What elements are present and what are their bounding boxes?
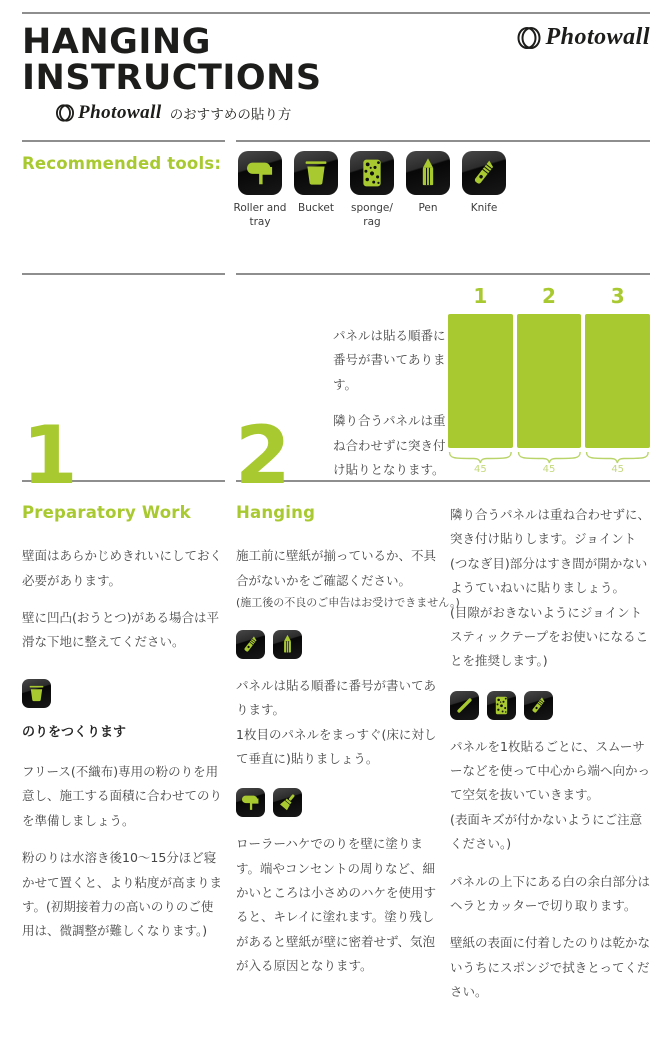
tools-divider — [22, 273, 650, 275]
panel-diagram — [448, 284, 650, 475]
paragraph: 隣り合うパネルは重ね合わせずに、突き付け貼りします。ジョイント(つなぎ目)部分はすき間が開かないようていねいに貼りましょう。 — [450, 507, 651, 596]
paragraph: 壁紙の表面に付着したのりは乾かないうちにスポンジで拭きとってください。 — [450, 935, 651, 1000]
tool-label: Pen — [418, 202, 438, 215]
bucket-icon — [22, 679, 51, 708]
brush-icon — [273, 788, 302, 817]
panel-number: 3 — [610, 284, 625, 309]
knife-icon — [524, 691, 553, 720]
step-1-number: 1 — [22, 408, 76, 502]
step-2-heading: Hanging — [236, 503, 316, 523]
panel-note-1: パネルは貼る順番に番号が書いてあります。 — [333, 328, 446, 392]
panel-strips — [448, 314, 650, 448]
recommended-tools-section — [22, 151, 650, 247]
pen-icon — [409, 154, 447, 192]
paragraph: パネルを1枚貼るごとに、スムーサーなどを使って中心から端へ向かって空気を抜いていきます。 — [450, 738, 651, 803]
panel-strip — [517, 314, 582, 448]
paragraph: 施工前に壁紙が揃っているか、不具合がないかをご確認ください。 — [236, 548, 437, 588]
paste-tools-icons — [236, 788, 439, 817]
tools-heading-cell — [22, 151, 236, 247]
subtitle-row — [55, 102, 650, 124]
step-1-heading: Preparatory Work — [22, 503, 191, 523]
panel-size-label: 45 — [611, 464, 625, 476]
tool-label: Bucket — [298, 202, 334, 215]
panel-number: 1 — [473, 284, 488, 309]
brace-icon — [585, 451, 650, 464]
photowall-o-icon — [516, 25, 542, 51]
finishing-tools-icons — [450, 691, 650, 720]
bucket-icon — [297, 154, 335, 192]
panel-note-2: 隣り合うパネルは重ね合わせずに突き付け貼りとなります。 — [333, 413, 446, 477]
panel-size-label: 45 — [542, 464, 556, 476]
overview-section — [22, 284, 650, 502]
paragraph: 1枚目のパネルをまっすぐ(床に対して垂直に)貼りましょう。 — [236, 726, 437, 766]
photowall-logo-text: Photowall — [78, 102, 162, 124]
smoother-icon — [450, 691, 479, 720]
roller-and-tray-icon — [241, 154, 279, 192]
panel-strip — [585, 314, 650, 448]
step-2-number: 2 — [235, 408, 289, 502]
steps-body — [22, 482, 650, 1017]
panel-number: 2 — [542, 284, 556, 309]
sponge-icon — [487, 691, 516, 720]
roller-icon — [236, 788, 265, 817]
tools-list — [233, 151, 508, 247]
paragraph: ローラーハケでのりを壁に塗ります。端やコンセントの周りなど、細かいところは小さめのハケを使用すると、キレイに塗れます。塗り残しがあると壁紙が壁に密着せず、気泡が入る原因となります。 — [236, 836, 437, 974]
hanging-section — [236, 482, 650, 1017]
page-title-line1: HANGING — [22, 22, 211, 62]
photowall-logo-small — [55, 102, 162, 124]
page-title-line2: INSTRUCTIONS — [22, 58, 322, 99]
instruction-sheet — [0, 12, 665, 1045]
sponge-icon — [353, 154, 391, 192]
panel-sizes — [448, 464, 650, 475]
header-divider — [22, 140, 650, 142]
panel-strip — [448, 314, 513, 448]
panel-diagram-notes — [333, 324, 455, 494]
tool-label: Knife — [470, 202, 498, 215]
paragraph: 粉のりは水溶き後10〜15分ほど寝かせて置くと、より粘度が高まります。(初期接着力の高いのりのご使用は、微調整が難しくなります。) — [22, 850, 223, 939]
paragraph: 壁面はあらかじめきれいにしておく必要があります。 — [22, 548, 223, 588]
hanging-column-left — [236, 482, 460, 1017]
tool-roller-and-tray — [233, 151, 287, 247]
subtitle-text: のおすすめの貼り方 — [169, 107, 292, 124]
tool-knife — [460, 151, 508, 247]
tool-sponge — [348, 151, 396, 247]
paragraph: フリース(不織布)専用の粉のりを用意し、施工する面積に合わせてのりを準備しましょう。 — [22, 764, 223, 828]
paragraph-note: (表面キズが付かないようにご注意ください。) — [450, 811, 643, 852]
tool-bucket — [292, 151, 340, 247]
panel-braces — [448, 451, 650, 464]
paragraph: 壁に凹凸(おうとつ)がある場合は平滑な下地に整えてください。 — [22, 610, 220, 650]
paragraph: パネルの上下にある白の余白部分はヘラとカッターで切り取ります。 — [450, 873, 651, 913]
tool-label: sponge/ rag — [351, 202, 393, 229]
pen-icon — [273, 630, 302, 659]
hanging-column-right — [450, 482, 650, 1017]
paragraph-note: (施工後の不良のご申告はお受けできません。) — [236, 596, 460, 610]
paragraph: パネルは貼る順番に番号が書いてあります。 — [236, 677, 437, 718]
brace-icon — [517, 451, 582, 464]
knife-icon — [236, 630, 265, 659]
paragraph-note: (目隙がおきないようにジョイントスティックテープをお使いになることを推奨します。) — [450, 604, 649, 669]
header — [22, 22, 650, 99]
brace-icon — [448, 451, 513, 464]
panel-numbers — [448, 284, 650, 308]
panel-size-label: 45 — [473, 464, 487, 476]
page-title — [22, 22, 322, 99]
tools-heading: Recommended tools: — [22, 154, 222, 174]
tool-pen — [404, 151, 452, 247]
knife-icon — [465, 154, 503, 192]
photowall-o-icon — [55, 103, 75, 123]
check-tools-icons — [236, 630, 439, 659]
tool-label: Roller and tray — [233, 202, 287, 229]
photowall-logo-text: Photowall — [545, 24, 650, 50]
glue-step-title: のりをつくります — [22, 724, 127, 740]
preparatory-work-column — [22, 482, 225, 1017]
photowall-logo — [516, 24, 650, 51]
top-divider — [22, 12, 650, 14]
